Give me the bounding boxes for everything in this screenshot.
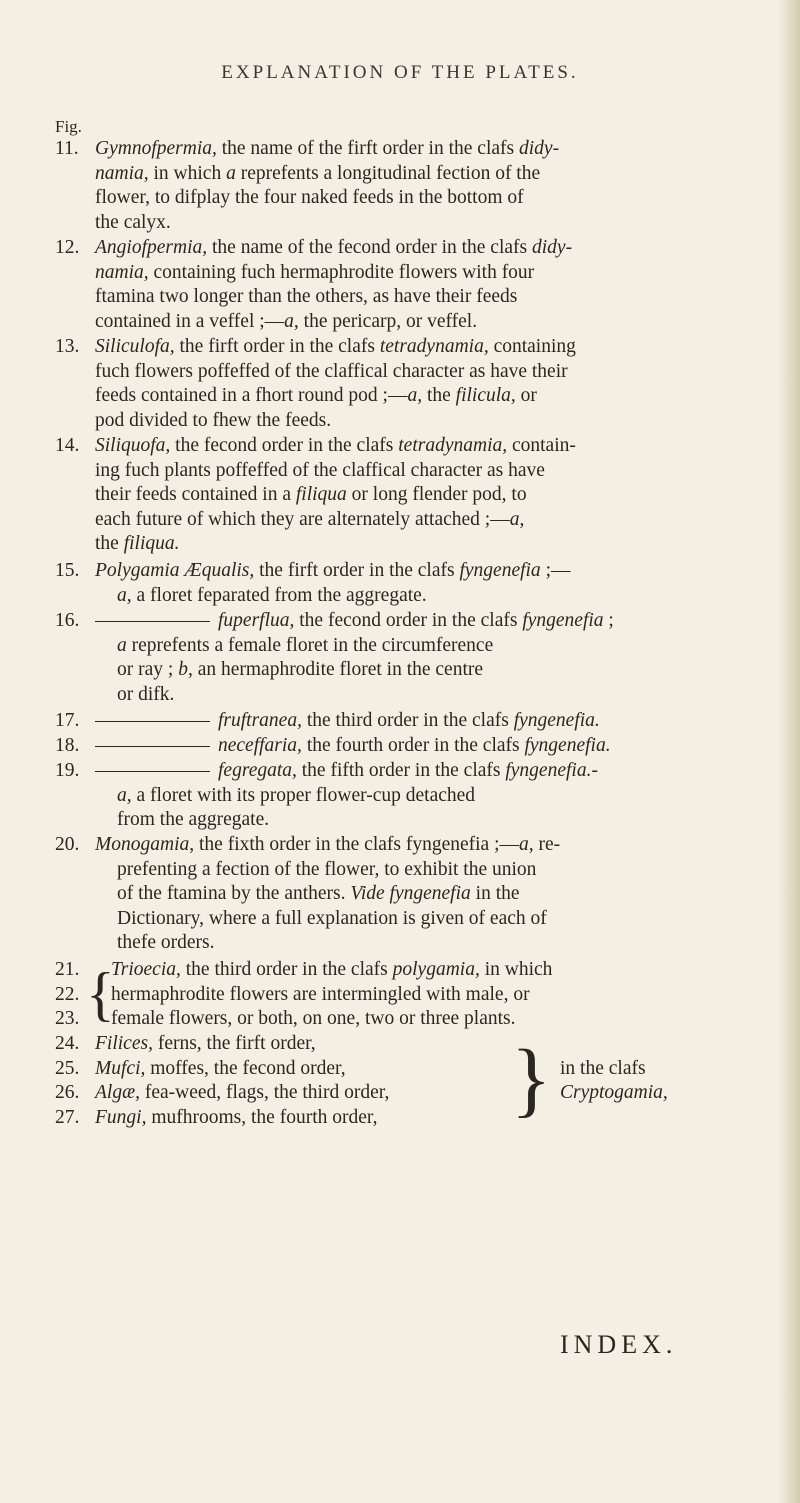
- term: neceffaria,: [218, 735, 302, 756]
- entry-number: 17.: [55, 710, 80, 731]
- term: Mufci,: [95, 1057, 146, 1079]
- fig-label: Fig.: [55, 117, 82, 136]
- entry-number: 19.: [55, 760, 80, 781]
- term: Siliquofa,: [95, 435, 171, 456]
- term: fuperflua,: [218, 610, 295, 631]
- left-brace: {: [86, 961, 115, 1027]
- entry-21-23: 21. 22. 23. { Trioecia, the third order in the clafs polygamia, in which hermaphrodite flowers are intermingled with male, or female flowers, or both, on one, two or three plants.: [55, 958, 755, 1038]
- index-catchword: INDEX.: [560, 1330, 678, 1359]
- crypto-label: in the clafs: [560, 1057, 646, 1079]
- term: Trioecia,: [111, 959, 181, 980]
- term: Gymnofpermia,: [95, 138, 217, 159]
- term: Filices,: [95, 1033, 153, 1054]
- ditto-dash: [95, 746, 210, 747]
- right-brace: }: [511, 1033, 552, 1126]
- entry-number: 14.: [55, 435, 80, 456]
- entry-number: 15.: [55, 560, 80, 581]
- entry-number: 12.: [55, 237, 80, 258]
- ditto-dash: [95, 721, 210, 722]
- term: Fungi,: [95, 1106, 147, 1128]
- entry-number: 22.: [55, 983, 80, 1005]
- entry-number: 21.: [55, 959, 80, 980]
- cryptogamia-group: 24. Filices, ferns, the firft order, 25. Mufci, moffes, the fecond order, 26. Algæ, fea-weed, flags, the third order, 27. Fungi, mufhrooms, the fourth order, } in the clafs Cryptogamia,: [55, 1032, 755, 1132]
- term: Monogamia,: [95, 834, 195, 855]
- entry-number: 20.: [55, 834, 80, 855]
- entry-number: 18.: [55, 735, 80, 756]
- entry-number: 24.: [55, 1033, 80, 1054]
- ditto-dash: [95, 771, 210, 772]
- entry-number: 23.: [55, 1008, 80, 1030]
- term: Angiofpermia,: [95, 237, 208, 258]
- page-edge: [778, 0, 800, 1503]
- term: Polygamia Æqualis,: [95, 560, 255, 581]
- ditto-dash: [95, 621, 210, 622]
- term: fruftranea,: [218, 710, 302, 731]
- entry-number: 11.: [55, 138, 79, 159]
- entry-number: 25.: [55, 1057, 80, 1079]
- term: Algæ,: [95, 1082, 140, 1104]
- term: Siliculofa,: [95, 336, 175, 357]
- crypto-class: Cryptogamia,: [560, 1082, 668, 1104]
- entry-number: 27.: [55, 1106, 80, 1128]
- running-header: EXPLANATION OF THE PLATES.: [221, 62, 579, 83]
- entry-number: 26.: [55, 1082, 80, 1104]
- entry-number: 13.: [55, 336, 80, 357]
- entry-number: 16.: [55, 610, 80, 631]
- term: fegregata,: [218, 760, 297, 781]
